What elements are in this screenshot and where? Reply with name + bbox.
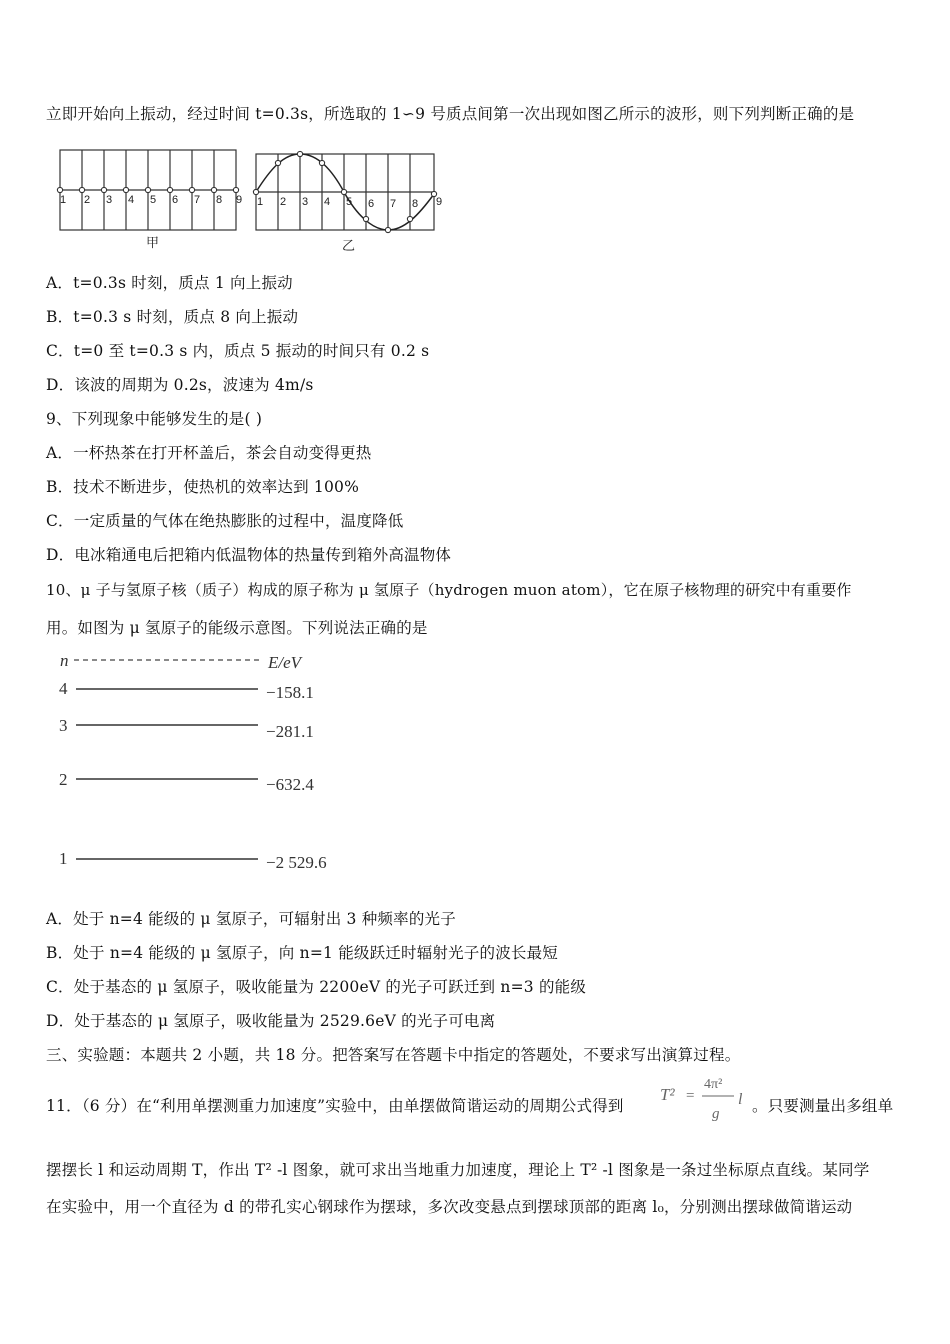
q10-option-d: D．处于基态的 μ 氢原子，吸收能量为 2529.6eV 的光子可电离	[46, 1012, 496, 1030]
energy-level-svg	[56, 646, 366, 876]
point-label: 2	[280, 196, 287, 208]
point-label: 3	[302, 196, 309, 208]
wave-points-left	[57, 187, 238, 192]
point-label: 5	[150, 194, 157, 206]
q9-option-b: B．技术不断进步，使热机的效率达到 100%	[46, 478, 360, 496]
q11-line1-before: 11．（6 分）在“利用单摆测重力加速度”实验中，由单摆做简谐运动的周期公式得到	[46, 1097, 624, 1115]
point-label: 7	[390, 198, 397, 210]
q8-option-b: B．t=0.3 s 时刻，质点 8 向上振动	[46, 308, 299, 326]
level-n-label: 2	[59, 770, 68, 789]
q10-option-c: C．处于基态的 μ 氢原子，吸收能量为 2200eV 的光子可跃迁到 n=3 的能级	[46, 978, 587, 996]
q10-stem-line2: 用。如图为 μ 氢原子的能级示意图。下列说法正确的是	[46, 619, 428, 637]
q11-line3: 在实验中，用一个直径为 d 的带孔实心钢球作为摆球，多次改变悬点到摆球顶部的距离 l₀，分别测出摆球做简谐运动	[46, 1198, 853, 1216]
wave-figure-svg	[56, 146, 446, 256]
section3-heading: 三、实验题：本题共 2 小题，共 18 分。把答案写在答题卡中指定的答题处，不要求写出演算过程。	[46, 1046, 741, 1064]
point-label: 6	[172, 194, 179, 206]
q8-option-a: A．t=0.3s 时刻，质点 1 向上振动	[46, 274, 293, 292]
point-label: 3	[106, 194, 113, 206]
point-label: 9	[436, 196, 443, 208]
level-n-label: 4	[59, 679, 68, 698]
wave-figure	[56, 146, 446, 256]
q9-option-a: A．一杯热茶在打开杯盖后，茶会自动变得更热	[46, 444, 372, 462]
point-label: 1	[257, 196, 264, 208]
q11-line2: 摆摆长 l 和运动周期 T，作出 T² -l 图象，就可求出当地重力加速度，理论上 T² -l 图象是一条过坐标原点直线。某同学	[46, 1161, 870, 1179]
formula-eq: =	[686, 1088, 695, 1104]
pendulum-formula	[658, 1068, 748, 1126]
point-label: 8	[412, 198, 419, 210]
q8-option-d: D．该波的周期为 0.2s，波速为 4m/s	[46, 376, 314, 394]
point-label: 9	[236, 194, 243, 206]
level-energy-label: −158.1	[266, 683, 314, 702]
intro-line: 立即开始向上振动，经过时间 t=0.3s，所选取的 1∽9 号质点间第一次出现如图乙所示的波形，则下列判断正确的是	[46, 105, 855, 123]
point-label: 8	[216, 194, 223, 206]
point-label: 6	[368, 198, 375, 210]
formula-numerator: 4π²	[704, 1077, 723, 1092]
level-energy-label: −2 529.6	[266, 853, 327, 872]
level-energy-label: −281.1	[266, 722, 314, 741]
wave-labels-left	[60, 194, 242, 250]
energy-level-diagram	[56, 646, 366, 876]
formula-variable: l	[738, 1091, 743, 1108]
q10-stem-line1: 10、μ 子与氢原子核（质子）构成的原子称为 μ 氢原子（hydrogen muon atom），它在原子核物理的研究中有重要作	[46, 581, 852, 599]
point-label: 5	[346, 196, 353, 208]
point-label: 1	[60, 194, 67, 206]
formula-lhs: T²	[660, 1085, 675, 1104]
q9-stem: 9、下列现象中能够发生的是( )	[46, 410, 263, 428]
figure-label-jia: 甲	[146, 235, 160, 250]
figure-label-yi: 乙	[342, 238, 356, 253]
q11-line1-after: 。只要测量出多组单	[752, 1097, 894, 1115]
q10-option-a: A．处于 n=4 能级的 μ 氢原子，可辐射出 3 种频率的光子	[46, 910, 456, 928]
levels-header-n: n	[60, 651, 69, 670]
point-label: 2	[84, 194, 91, 206]
level-n-label: 1	[59, 849, 68, 868]
point-label: 7	[194, 194, 201, 206]
point-label: 4	[128, 194, 135, 206]
formula-denominator: g	[712, 1106, 720, 1122]
point-label: 4	[324, 196, 331, 208]
levels-header-e: E/eV	[268, 653, 302, 672]
q10-option-b: B．处于 n=4 能级的 μ 氢原子，向 n=1 能级跃迁时辐射光子的波长最短	[46, 944, 558, 962]
q9-option-d: D．电冰箱通电后把箱内低温物体的热量传到箱外高温物体	[46, 546, 452, 564]
wave-labels-right	[257, 196, 442, 253]
q8-option-c: C．t=0 至 t=0.3 s 内，质点 5 振动的时间只有 0.2 s	[46, 342, 430, 360]
q9-option-c: C．一定质量的气体在绝热膨胀的过程中，温度降低	[46, 512, 404, 530]
level-energy-label: −632.4	[266, 775, 314, 794]
level-n-label: 3	[59, 716, 68, 735]
